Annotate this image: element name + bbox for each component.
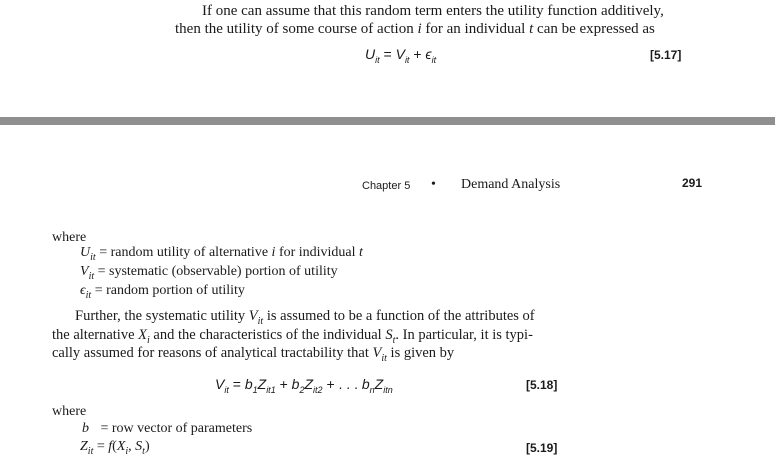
def-Z-S-sub: t (142, 445, 145, 457)
def-U-text-b: for individual (275, 245, 360, 260)
equation-number-5-18: [5.18] (526, 378, 558, 392)
where-label-1: where (52, 230, 87, 245)
para-l3-V: V (372, 345, 382, 361)
eq517-U-sub: it (375, 54, 380, 65)
def-V-sub: it (88, 270, 95, 282)
top-line2-b: for an individual (421, 21, 530, 37)
def-V-sym: V (80, 264, 89, 279)
equation-number-5-19: [5.19] (526, 441, 558, 455)
para-l3-b: is given by (386, 345, 455, 361)
def-V (80, 264, 338, 282)
def-U-var-i: i (271, 245, 276, 260)
def-b-sym: b (82, 421, 89, 436)
def-Z-f: f (108, 439, 113, 454)
para-l1-b: is assumed to be a function of the attributes of (263, 308, 535, 324)
para-l3-a: cally assumed for reasons of analytical tractability that (52, 345, 373, 361)
def-U-sym: U (80, 245, 91, 260)
eq518-eq: = (228, 376, 245, 392)
para-l2-b: and the characteristics of the individual (149, 327, 386, 343)
eq518-b1-sub: 1 (252, 384, 258, 395)
def-U-var-t: t (359, 245, 363, 260)
paragraph-line-2 (52, 327, 533, 346)
def-Z-eq: = (93, 439, 109, 454)
def-Z-X: X (116, 439, 126, 454)
top-text-line-2 (175, 21, 655, 38)
para-l2-S: S (385, 327, 393, 343)
eq518-b1: b (244, 376, 253, 392)
eq518-V-sub: it (224, 384, 229, 395)
eq517-eps-sub: it (431, 54, 437, 65)
eq518-bn: b (361, 376, 370, 392)
eq517-U: U (365, 46, 376, 62)
eq517-eq: = (379, 46, 396, 62)
eq517-V: V (395, 46, 405, 62)
para-l2-X: X (138, 327, 148, 343)
def-U-sub: it (90, 251, 96, 263)
equation-5-17 (365, 46, 436, 65)
def-Z-S: S (135, 439, 143, 454)
eq517-V-sub: it (404, 54, 410, 65)
header-bullet: • (431, 177, 436, 192)
equation-5-18 (215, 376, 393, 395)
equation-number-5-17: [5.17] (650, 48, 682, 62)
para-l2-a: the alternative (52, 327, 139, 343)
header-chapter: Chapter 5 (362, 180, 411, 192)
eq518-z1-sub: it1 (266, 384, 276, 395)
para-l1-a: Further, the systematic utility (75, 308, 249, 324)
para-l1-V-sub: it (257, 315, 264, 327)
eq518-z2: Z (304, 376, 314, 392)
eq518-bn-sub: n (369, 384, 375, 395)
paragraph-line-1 (75, 308, 535, 327)
eq518-V: V (215, 376, 225, 392)
eq517-eps: ϵ (425, 46, 432, 62)
para-l1-V: V (248, 308, 258, 324)
eq518-zn: Z (374, 376, 384, 392)
eq518-zn-sub: itn (383, 384, 393, 395)
var-t: t (529, 21, 534, 37)
paragraph-line-3 (52, 345, 454, 364)
top-line2-c: can be expressed as (533, 21, 655, 37)
def-Z-sym: Z (80, 439, 88, 454)
eq518-z2-sub: it2 (313, 384, 323, 395)
def-Z-sub: it (87, 445, 94, 457)
page-number: 291 (682, 176, 703, 190)
top-line2-a: then the utility of some course of action (175, 21, 418, 37)
def-b-text: = row vector of parameters (97, 421, 253, 436)
def-Z-X-sub: i (125, 445, 129, 457)
def-U-text-a: = random utility of alternative (95, 245, 272, 260)
def-b (82, 421, 252, 437)
eq518-z1: Z (257, 376, 267, 392)
def-eps-sub: it (85, 289, 92, 301)
eq518-b2: b (291, 376, 300, 392)
def-eps-sym: ϵ (80, 283, 86, 298)
eq518-plus: + (275, 376, 292, 392)
para-l2-X-sub: i (147, 334, 150, 346)
where-label-2: where (52, 404, 87, 419)
eq517-plus: + (409, 46, 426, 62)
para-l3-V-sub: it (381, 352, 387, 364)
page-separator (0, 117, 775, 125)
header-title: Demand Analysis (461, 177, 561, 192)
def-eps-text: = random portion of utility (91, 283, 245, 298)
para-l2-S-sub: t (392, 334, 396, 346)
def-Z-paren-close: ) (144, 439, 150, 454)
var-i: i (417, 21, 422, 37)
def-eps (80, 283, 245, 301)
top-line1-text: If one can assume that this random term enters the utility function additively, (202, 3, 664, 19)
top-text-line-1 (202, 3, 664, 20)
def-Z-paren-open: ( (112, 439, 117, 454)
def-V-text: = systematic (observable) portion of utility (94, 264, 338, 279)
eq518-dots: + . . . (322, 376, 362, 392)
def-Z-comma: , (128, 439, 136, 454)
def-U (80, 245, 363, 263)
para-l2-c: . In particular, it is typi- (395, 327, 533, 343)
eq518-b2-sub: 2 (299, 384, 305, 395)
def-Z (80, 439, 150, 457)
